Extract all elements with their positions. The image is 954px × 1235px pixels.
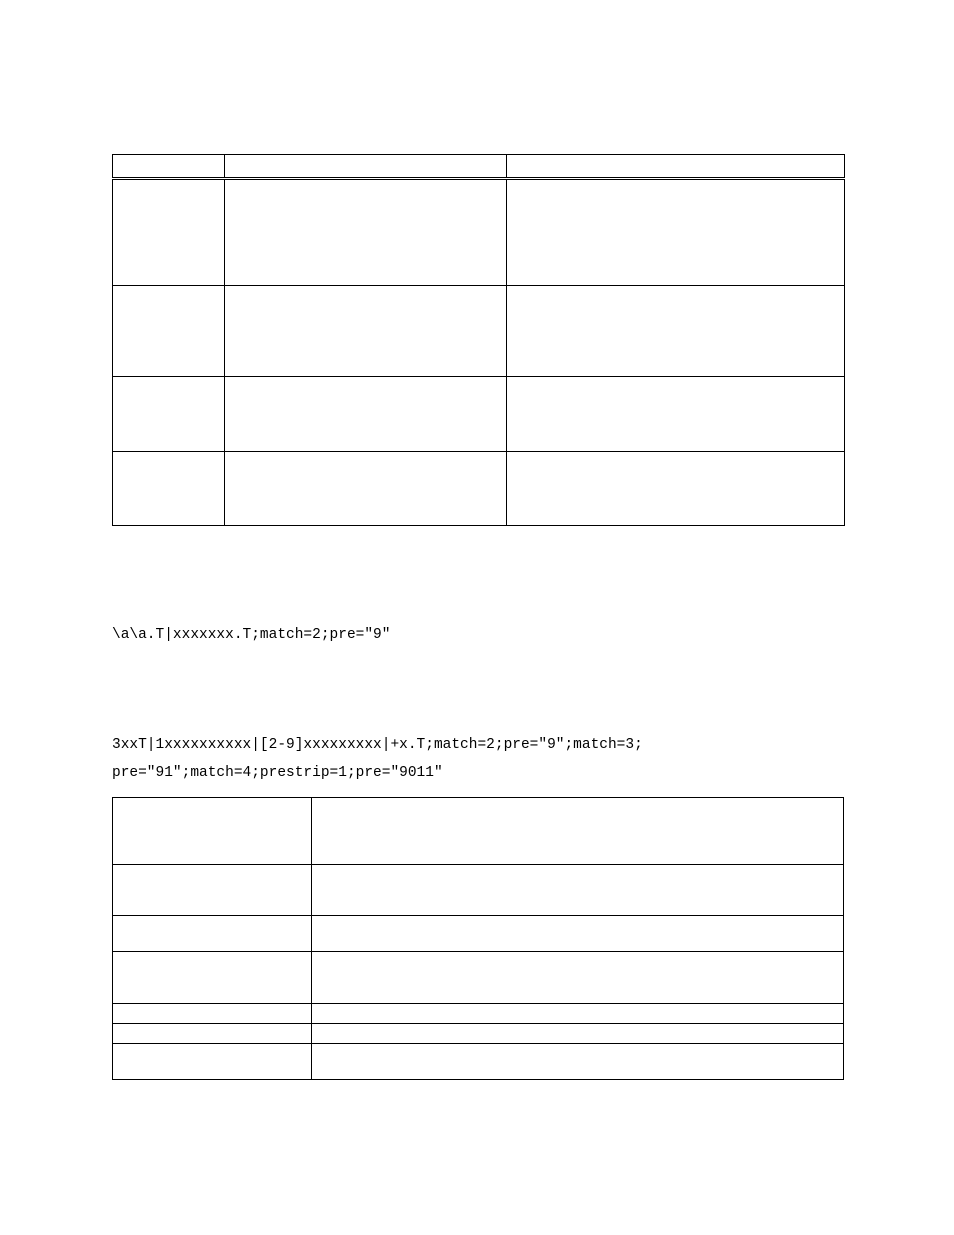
table-cell [113, 452, 225, 526]
table-cell [113, 1024, 312, 1044]
table-1-header-cell-3 [507, 155, 845, 179]
table-row [113, 452, 845, 526]
table-cell [312, 1044, 844, 1080]
table-row [113, 1024, 844, 1044]
table-cell [113, 952, 312, 1004]
table-1-header-cell-2 [225, 155, 507, 179]
table-2 [112, 797, 844, 1080]
code-example-1 [112, 621, 390, 649]
table-cell [225, 286, 507, 377]
table-row [113, 1004, 844, 1024]
table-1-header-row [113, 155, 845, 179]
table-cell [225, 452, 507, 526]
table-cell [113, 798, 312, 865]
table-cell [113, 179, 225, 286]
table-row [113, 798, 844, 865]
table-cell [312, 865, 844, 916]
table-cell [113, 865, 312, 916]
table-cell [507, 377, 845, 452]
table-row [113, 286, 845, 377]
table-row [113, 179, 845, 286]
code-example-2 [112, 731, 643, 787]
table-cell [113, 1004, 312, 1024]
table-cell [507, 452, 845, 526]
table-cell [312, 1024, 844, 1044]
table-cell [225, 377, 507, 452]
table-cell [113, 286, 225, 377]
table-cell [312, 952, 844, 1004]
table-cell [312, 916, 844, 952]
table-cell [312, 798, 844, 865]
table-cell [507, 286, 845, 377]
code-line: 3xxT|1xxxxxxxxxx|[2-9]xxxxxxxxx|+x.T;match=2;pre="9";match=3; [112, 737, 643, 753]
table-row [113, 1044, 844, 1080]
table-row [113, 377, 845, 452]
table-row [113, 865, 844, 916]
table-cell [507, 179, 845, 286]
table-row [113, 952, 844, 1004]
table-cell [113, 377, 225, 452]
table-cell [113, 916, 312, 952]
code-line: pre="91";match=4;prestrip=1;pre="9011" [112, 765, 443, 781]
table-cell [113, 1044, 312, 1080]
code-line: \a\a.T|xxxxxxx.T;match=2;pre="9" [112, 627, 391, 643]
table-1 [112, 154, 845, 526]
table-cell [225, 179, 507, 286]
table-cell [312, 1004, 844, 1024]
table-row [113, 916, 844, 952]
table-1-header-cell-1 [113, 155, 225, 179]
